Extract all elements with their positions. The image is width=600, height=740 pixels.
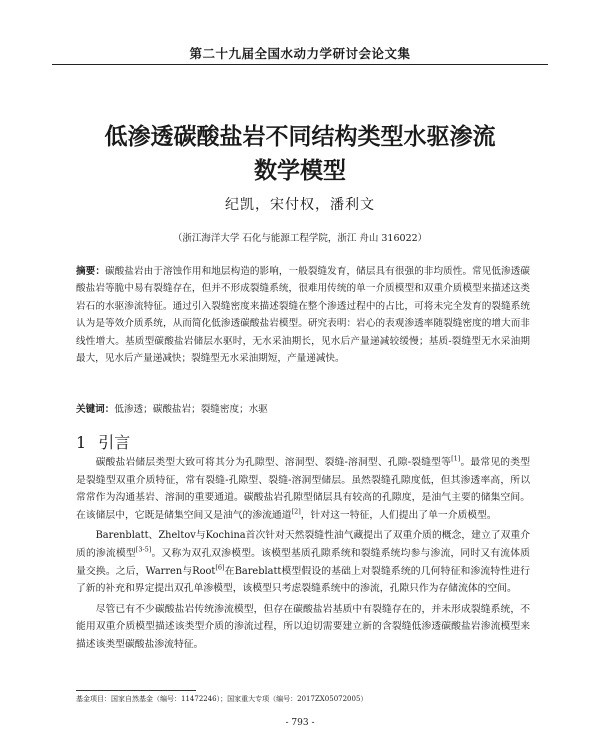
- paper-title: [52, 120, 548, 188]
- running-header: 第二十九届全国水动力学研讨会论文集: [189, 46, 411, 61]
- abstract: [76, 263, 530, 367]
- keywords: [76, 402, 530, 418]
- citation: [6]: [215, 563, 225, 572]
- citation: [1]: [451, 454, 461, 463]
- paragraph-1: [76, 454, 530, 524]
- p1-text-b: 。最常见的类型是裂缝型双重介质特征，常有裂缝-孔隙型、裂缝-溶洞型储层。虽然裂缝孔隙度低，但其渗透率高，所以常常作为沟通基岩、溶洞的重要通道。碳酸盐岩孔隙型储层具有较高的孔隙度，是油气主要的储集空间。在该储层中，它既是储集空间又是油气的渗流通道: [76, 457, 531, 521]
- footnote-rule: [76, 690, 196, 691]
- section-title: 引言: [98, 433, 131, 452]
- paragraph-3: 尽管已有不少碳酸盐岩传统渗流模型，但存在碳酸盐岩基质中有裂缝存在的，并未形成裂缝系统，不能用双重介质模型描述该类型介质的渗流过程，所以迫切需要建立新的含裂缝低渗透碳酸盐岩渗流模型来描述该类型碳酸盐渗流特征。: [76, 603, 530, 650]
- p2-text-b: 。又称为双孔双渗模型。该模型基质孔隙系统和裂缝系统均参与渗流，同时又有流体质量交换。之后，Warren与Root: [76, 547, 531, 577]
- abstract-label: 摘要：: [76, 266, 105, 277]
- p2-text-a: Barenblatt、Zheltov与Kochina首次针对天然裂缝性油气藏提出了双重介质的概念，建立了双重介质的渗流模型: [76, 530, 530, 559]
- authors: 纪凯，宋付权，潘利文: [225, 197, 375, 213]
- p2-text-c: 在Bareblatt模型假设的基础上对裂缝系统的几何特征和渗流特性进行了新的补充和界定提出双孔单渗模型，该模型只考虑裂缝系统中的渗流，孔隙只作为存储流体的空间。: [76, 565, 530, 595]
- paragraph-2: [76, 527, 530, 597]
- title-line-2: 数学模型: [254, 158, 346, 184]
- p1-text-a: 碳酸盐岩储层类型大致可将其分为孔隙型、溶洞型、裂缝-溶洞型、孔隙-裂缝型等: [95, 457, 452, 468]
- section-heading: [76, 430, 530, 453]
- footnote: 基金项目：国家自然基金（编号：11472246）；国家重大专项（编号：2017ZX05072005）: [76, 695, 368, 703]
- citation: [2]: [291, 507, 301, 516]
- section-number: 1: [76, 433, 87, 452]
- citation: [3-5]: [135, 545, 152, 554]
- page-number: - 793 -: [285, 718, 315, 728]
- title-line-1: 低渗透碳酸盐岩不同结构类型水驱渗流: [104, 124, 496, 150]
- keywords-label: 关键词：: [76, 404, 115, 415]
- keywords-text: 低渗透；碳酸盐岩；裂缝密度；水驱: [114, 404, 268, 415]
- header-rule: [52, 64, 548, 65]
- affiliation: （浙江海洋大学 石化与能源工程学院，浙江 舟山 316022）: [172, 233, 428, 244]
- abstract-text: 碳酸盐岩由于溶蚀作用和地层构造的影响，一般裂缝发育，储层具有很强的非均质性。常见低渗透碳酸盐岩等脆中易有裂缝存在，但并不形成裂缝系统，很难用传统的单一介质模型和双重介质模型来描述这类岩石的水驱渗流特征。通过引入裂缝密度来描述裂缝在整个渗透过程中的占比，可将未完全发育的裂缝系统认为是等效介质系统，从而简化低渗透碳酸盐岩模型。研究表明：岩心的表观渗透率随裂缝密度的增大而非线性增大。基质型碳酸盐岩储层水驱时，无水采油期长，见水后产量递减较缓慢；基质-裂缝型无水采油期最大，见水后产量递减快；裂缝型无水采油期短，产量递减快。: [76, 266, 531, 365]
- body-text: [76, 454, 530, 657]
- p1-text-c: ，针对这一特征，人们提出了单一介质模型。: [300, 509, 497, 521]
